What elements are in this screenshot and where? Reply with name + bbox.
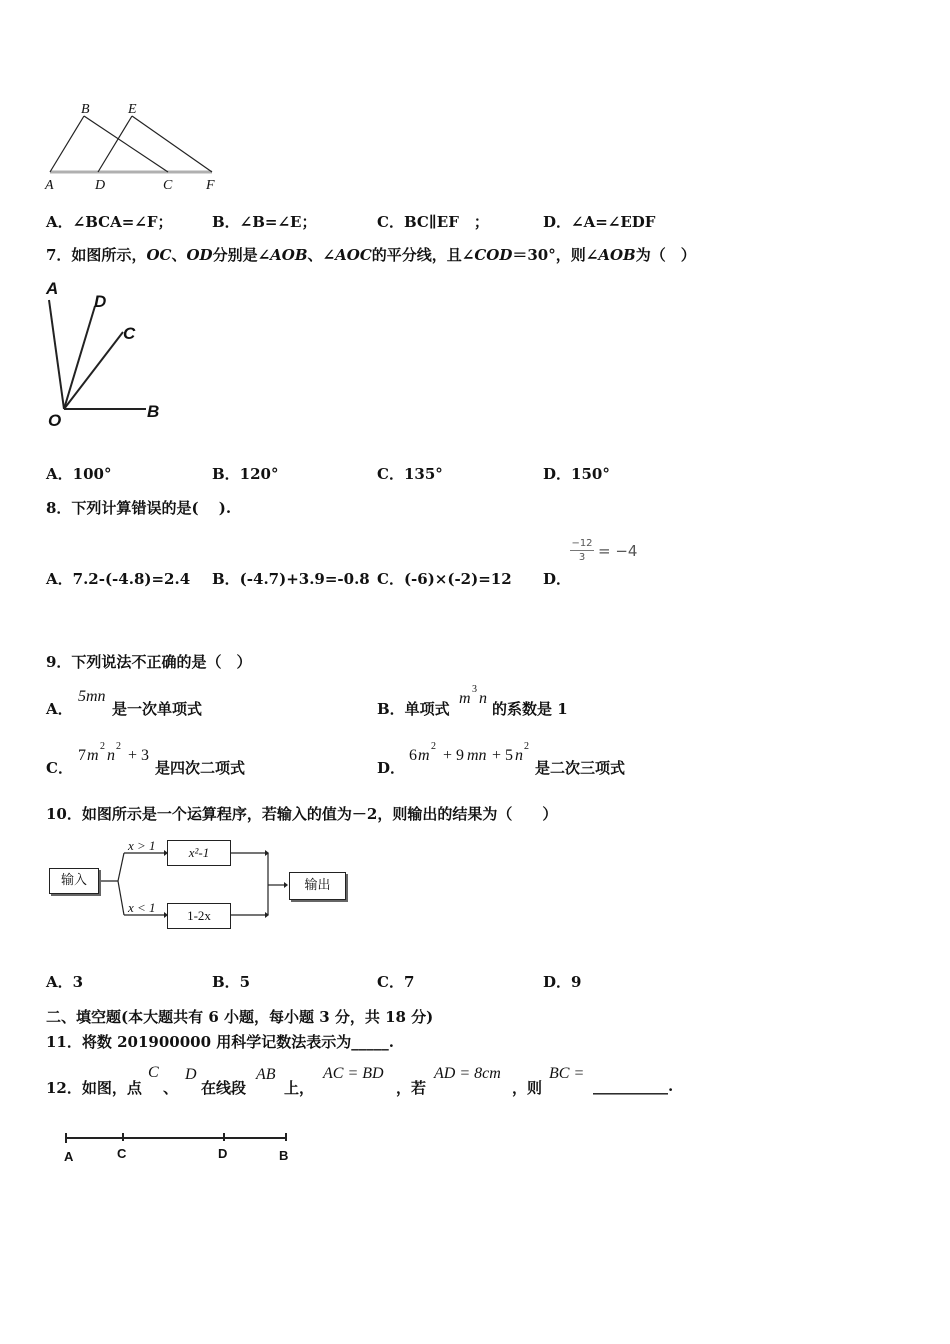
q9-b-base: m [459, 690, 471, 707]
q7-stem-end: 为（ ） [635, 246, 696, 264]
q7-label-a: A [46, 279, 59, 298]
q8-option-c[interactable]: C．(-6)×(-2)=12 [377, 570, 512, 588]
q9-b-n: n [479, 690, 487, 707]
q9-b-text: 的系数是 1 [492, 700, 568, 718]
q6-option-b[interactable]: B．∠B=∠E； [212, 213, 317, 231]
q9-option-b[interactable] [377, 698, 450, 719]
q8-fraction-numerator: −12 [571, 538, 593, 549]
q10-output-box: 输出 [289, 872, 346, 900]
q9-c-exp1: 2 [100, 741, 105, 752]
q9-c-text: 是四次二项式 [155, 759, 246, 777]
q7-option-c[interactable]: C．135° [377, 465, 443, 483]
q7-stem-cod: COD [474, 246, 513, 264]
q6-label-a: A [45, 178, 54, 193]
q7-stem [46, 244, 696, 265]
q12-point-d: D [185, 1066, 197, 1083]
q7-stem-tail: ＝30°，则∠ [512, 246, 599, 264]
q8-fraction-rhs: = −4 [598, 542, 638, 560]
q9-b-label: B．单项式 [377, 700, 450, 718]
q12-if-text: ，若 [396, 1079, 427, 1097]
q9-d-exp1: 2 [431, 741, 436, 752]
q7-stem-od: OD [186, 246, 213, 264]
q9-c-plus3: + 3 [128, 747, 150, 764]
q12-eq-ac-bd: AC = BD [323, 1065, 384, 1082]
q9-d-label: D． [377, 759, 406, 777]
q6-label-d: D [95, 178, 106, 193]
q7-stem-mid2: 的平分线，且∠ [371, 246, 475, 264]
q9-c-m: m [87, 747, 99, 764]
q9-a-text: 是一次单项式 [112, 700, 203, 718]
q12-then-text: ，则 [512, 1079, 543, 1097]
q9-option-c[interactable] [46, 757, 73, 778]
q8-stem: 8．下列计算错误的是( ). [46, 499, 232, 517]
q12-segment-figure [60, 1128, 300, 1158]
q12-fig-label-a: A [64, 1149, 74, 1164]
q8-fraction-denominator: 3 [578, 552, 586, 563]
q7-stem-aob: AOB [270, 246, 308, 264]
q12-num: 12．如图，点 [46, 1079, 142, 1097]
q9-c-n: n [107, 747, 115, 764]
q10-option-b[interactable]: B．5 [212, 973, 251, 991]
q9-a-label: A． [46, 700, 73, 718]
q7-label-o: O [48, 411, 62, 430]
q12-seg-text: 在线段 [201, 1079, 247, 1097]
q7-stem-sep1: 、 [171, 246, 187, 264]
q9-d-text: 是二次三项式 [535, 759, 626, 777]
q7-stem-mid1: 分别是∠ [212, 246, 271, 264]
q9-b-exp: 3 [472, 684, 477, 695]
q7-option-a[interactable]: A．100° [46, 465, 112, 483]
q8-fraction [570, 538, 594, 563]
q9-d-n: n [515, 747, 523, 764]
q12-eq-ad: AD = 8cm [434, 1065, 501, 1082]
q6-label-c: C [163, 178, 173, 193]
q9-option-a[interactable] [46, 698, 73, 719]
q12-fig-label-c: C [117, 1146, 127, 1161]
q12-sep: 、 [163, 1079, 179, 1097]
q10-stem: 10．如图所示是一个运算程序，若输入的值为－2，则输出的结果为（ ） [46, 805, 558, 823]
q7-label-c: C [123, 324, 136, 343]
q9-d-plus9: + 9 [443, 747, 465, 764]
q12-on-text: 上， [284, 1079, 315, 1097]
q7-stem-num: 7．如图所示， [46, 246, 147, 264]
q10-cond-2: x < 1 [128, 900, 156, 915]
q7-stem-aob2: AOB [598, 246, 636, 264]
q11-stem: 11．将数 201900000 用科学记数法表示为_____. [46, 1033, 394, 1051]
q10-option-a[interactable]: A．3 [46, 973, 84, 991]
q6-option-d[interactable]: D．∠A=∠EDF [543, 213, 656, 231]
q12-answer-blank[interactable]: __________. [593, 1077, 674, 1095]
q8-option-b[interactable]: B．(-4.7)+3.9=-0.8 [212, 570, 370, 588]
q6-option-c[interactable]: C．BC∥EF ； [377, 213, 489, 231]
q9-d-plus5: + 5 [492, 747, 514, 764]
q6-label-f: F [206, 178, 215, 193]
q9-stem: 9．下列说法不正确的是（ ） [46, 653, 252, 671]
q6-label-b: B [81, 102, 90, 117]
q8-fraction-bar [570, 550, 594, 551]
q7-stem-aoc: AOC [335, 246, 372, 264]
q7-option-b[interactable]: B．120° [212, 465, 279, 483]
q7-stem-sep2: 、∠ [307, 246, 336, 264]
q12-eq-bc: BC = [549, 1065, 585, 1082]
q10-input-box: 输入 [49, 868, 99, 894]
q10-op-box-1: x²-1 [167, 840, 231, 866]
q7-label-d: D [94, 292, 107, 311]
section-2-heading: 二、填空题(本大题共有 6 小题，每小题 3 分，共 18 分) [46, 1008, 434, 1026]
q8-option-a[interactable]: A．7.2-(-4.8)=2.4 [46, 570, 191, 588]
q7-option-d[interactable]: D．150° [543, 465, 610, 483]
q9-d-6: 6 [409, 747, 417, 764]
q9-c-exp2: 2 [116, 741, 121, 752]
q10-option-c[interactable]: C．7 [377, 973, 415, 991]
q7-stem-oc: OC [146, 246, 172, 264]
q9-d-exp2: 2 [524, 741, 529, 752]
q9-a-expr: 5mn [78, 688, 106, 705]
q9-option-d[interactable] [377, 757, 405, 778]
q9-c-7: 7 [78, 747, 86, 764]
q10-option-d[interactable]: D．9 [543, 973, 582, 991]
q6-label-e: E [128, 102, 137, 117]
q10-cond-1: x > 1 [128, 838, 156, 853]
q12-fig-label-d: D [218, 1146, 228, 1161]
q9-d-m: m [418, 747, 430, 764]
q7-label-b: B [147, 402, 160, 421]
q9-d-mn: mn [467, 747, 487, 764]
q6-option-a[interactable]: A．∠BCA=∠F； [46, 213, 173, 231]
q10-op-box-2: 1-2x [167, 903, 231, 929]
q12-point-c: C [148, 1064, 159, 1081]
q12-fig-label-b: B [279, 1148, 289, 1163]
q12-segment-ab: AB [256, 1066, 276, 1083]
q9-c-label: C． [46, 759, 73, 777]
q8-option-d[interactable]: D． [543, 570, 572, 588]
